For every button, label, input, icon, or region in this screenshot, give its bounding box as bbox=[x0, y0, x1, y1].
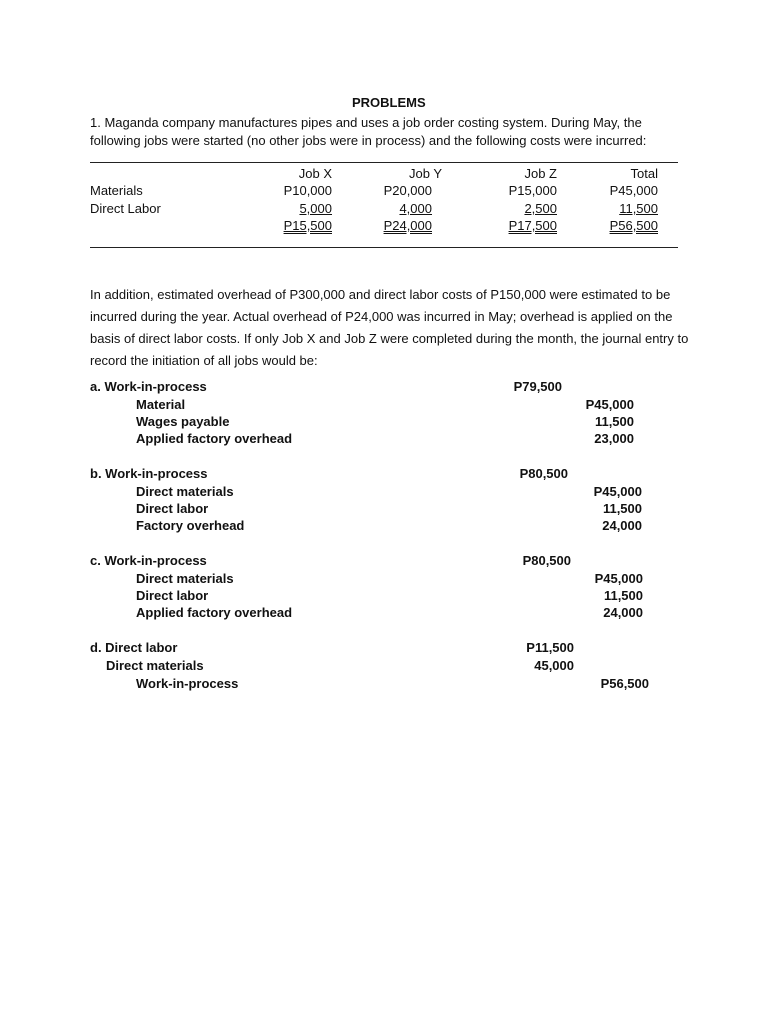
cell-total-x: P15,500 bbox=[283, 218, 332, 233]
cell-labor-total: 11,500 bbox=[619, 201, 658, 216]
option-a-credit-3-amount: 23,000 bbox=[594, 431, 634, 446]
option-a-credit-1-label: Material bbox=[136, 397, 186, 412]
option-a-credit-2-amount: 11,500 bbox=[594, 414, 634, 429]
paragraph-line-4: record the initiation of all jobs would be: bbox=[90, 353, 318, 368]
option-d-debit-2-amount: 45,000 bbox=[534, 658, 574, 673]
option-b-credit-1-amount: P45,000 bbox=[593, 484, 642, 499]
option-c-credit-2-label: Direct labor bbox=[136, 588, 209, 603]
option-c-credit-1-label: Direct materials bbox=[136, 571, 234, 586]
header-job-x: Job X bbox=[298, 166, 332, 181]
cell-materials-y: P20,000 bbox=[383, 183, 432, 198]
table-bottom-rule bbox=[90, 247, 678, 248]
option-d-credit-label: Work-in-process bbox=[136, 676, 239, 691]
table-top-rule bbox=[90, 162, 678, 163]
cell-materials-x: P10,000 bbox=[283, 183, 332, 198]
option-c-credit-3-label: Applied factory overhead bbox=[136, 605, 293, 620]
option-c-debit-amount: P80,500 bbox=[522, 553, 571, 568]
cell-labor-y: 4,000 bbox=[399, 201, 432, 216]
option-b-credit-3-amount: 24,000 bbox=[602, 518, 642, 533]
cell-materials-z: P15,000 bbox=[508, 183, 557, 198]
header-total: Total bbox=[630, 166, 658, 181]
header-job-z: Job Z bbox=[524, 166, 557, 181]
option-b-credit-1-label: Direct materials bbox=[136, 484, 234, 499]
option-a-debit-amount: P79,500 bbox=[513, 379, 562, 394]
option-c-credit-3-amount: 24,000 bbox=[603, 605, 643, 620]
intro-line-1: 1. Maganda company manufactures pipes and uses a job order costing system. During May, the bbox=[90, 115, 642, 130]
option-d-credit-amount: P56,500 bbox=[600, 676, 649, 691]
option-b-credit-2-amount: 11,500 bbox=[602, 501, 642, 516]
option-b-debit-amount: P80,500 bbox=[519, 466, 568, 481]
option-a-credit-3-label: Applied factory overhead bbox=[136, 431, 293, 446]
option-b-debit-label: b. Work-in-process bbox=[90, 466, 208, 481]
cell-total-total: P56,500 bbox=[609, 218, 658, 233]
option-a-credit-2-label: Wages payable bbox=[136, 414, 230, 429]
paragraph-line-3: basis of direct labor costs. If only Job X and Job Z were completed during the month, the journal entry to bbox=[90, 331, 689, 346]
option-c-debit-label: c. Work-in-process bbox=[90, 553, 207, 568]
option-b-credit-3-label: Factory overhead bbox=[136, 518, 245, 533]
option-a-credit-1-amount: P45,000 bbox=[585, 397, 634, 412]
cell-total-z: P17,500 bbox=[508, 218, 557, 233]
option-c-credit-1-amount: P45,000 bbox=[594, 571, 643, 586]
paragraph-line-1: In addition, estimated overhead of P300,000 and direct labor costs of P150,000 were estimated to be bbox=[90, 287, 671, 302]
paragraph-line-2: incurred during the year. Actual overhead of P24,000 was incurred in May; overhead is applied on the bbox=[90, 309, 673, 324]
option-d-debit-2-label: Direct materials bbox=[106, 658, 204, 673]
cell-materials-total: P45,000 bbox=[609, 183, 658, 198]
header-job-y: Job Y bbox=[408, 166, 442, 181]
option-c-credit-2-amount: 11,500 bbox=[603, 588, 643, 603]
option-a-debit-label: a. Work-in-process bbox=[90, 379, 207, 394]
option-d-debit-label: d. Direct labor bbox=[90, 640, 178, 655]
row-label-materials: Materials bbox=[90, 183, 143, 198]
cell-labor-x: 5,000 bbox=[299, 201, 332, 216]
cell-labor-z: 2,500 bbox=[524, 201, 557, 216]
option-d-debit-amount: P11,500 bbox=[526, 640, 574, 655]
intro-line-2: following jobs were started (no other jobs were in process) and the following costs were incurred: bbox=[90, 133, 647, 148]
cell-total-y: P24,000 bbox=[383, 218, 432, 233]
row-label-direct-labor: Direct Labor bbox=[90, 201, 161, 216]
page-title: PROBLEMS bbox=[352, 95, 426, 110]
option-b-credit-2-label: Direct labor bbox=[136, 501, 209, 516]
